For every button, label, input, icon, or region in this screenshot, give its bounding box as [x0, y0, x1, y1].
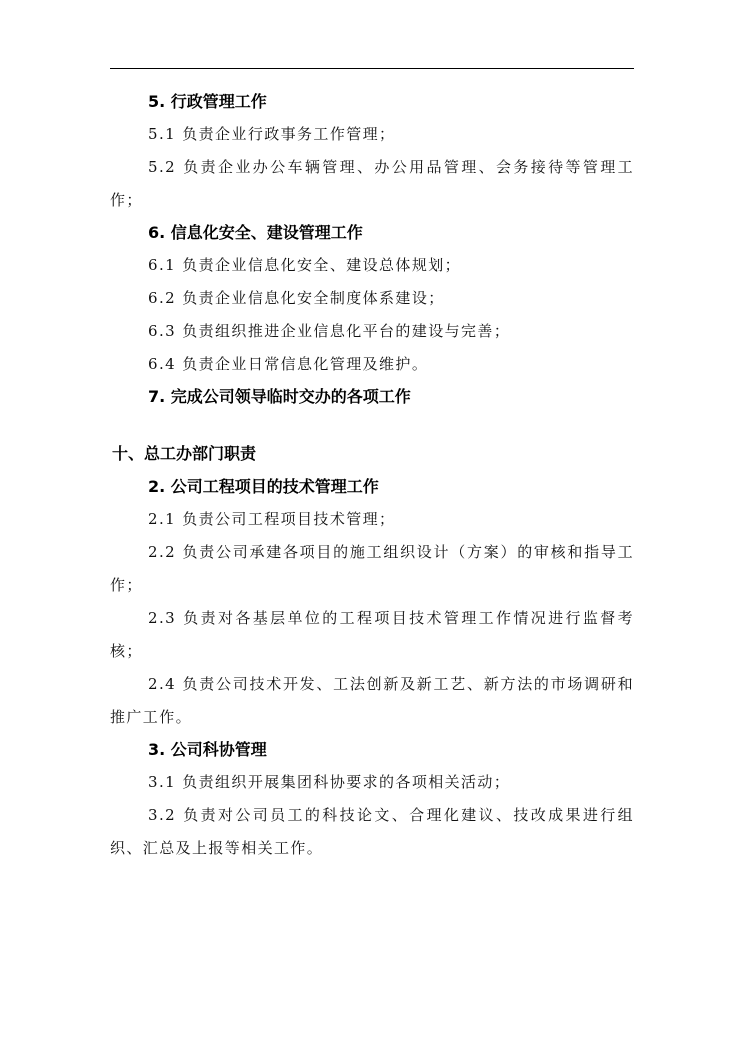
list-item: 6.4 负责企业日常信息化管理及维护。 — [148, 355, 429, 373]
list-item: 3.1 负责组织开展集团科协要求的各项相关活动； — [148, 773, 511, 791]
list-item: 2.4 负责公司技术开发、工法创新及新工艺、新方法的市场调研和推广工作。 — [110, 675, 634, 726]
section-heading: 6. 信息化安全、建设管理工作 — [148, 223, 363, 242]
list-item: 5.2 负责企业办公车辆管理、办公用品管理、会务接待等管理工作； — [110, 158, 634, 209]
section-heading: 3. 公司科协管理 — [148, 740, 267, 759]
list-item: 3.2 负责对公司员工的科技论文、合理化建议、技改成果进行组织、汇总及上报等相关工作。 — [110, 806, 634, 857]
list-item: 5.1 负责企业行政事务工作管理； — [148, 125, 396, 143]
section-heading: 2. 公司工程项目的技术管理工作 — [148, 477, 379, 496]
list-item: 6.3 负责组织推进企业信息化平台的建设与完善； — [148, 322, 511, 340]
section-heading: 5. 行政管理工作 — [148, 92, 267, 111]
section-temporary-tasks — [110, 381, 634, 413]
section-heading: 7. 完成公司领导临时交办的各项工作 — [148, 387, 411, 406]
list-item: 2.2 负责公司承建各项目的施工组织设计（方案）的审核和指导工作； — [110, 543, 634, 594]
department-title: 十、总工办部门职责 — [112, 444, 257, 463]
list-item: 2.3 负责对各基层单位的工程项目技术管理工作情况进行监督考核； — [110, 609, 634, 660]
section-spacer — [110, 413, 634, 437]
section-informatization — [110, 217, 634, 381]
section-administrative — [110, 86, 634, 217]
header-rule — [110, 68, 634, 69]
list-item: 6.1 负责企业信息化安全、建设总体规划； — [148, 256, 462, 274]
document-body — [110, 86, 634, 865]
section-science-association — [110, 734, 634, 865]
section-engineering-technology — [110, 471, 634, 734]
list-item: 2.1 负责公司工程项目技术管理； — [148, 510, 396, 528]
list-item: 6.2 负责企业信息化安全制度体系建设； — [148, 289, 445, 307]
